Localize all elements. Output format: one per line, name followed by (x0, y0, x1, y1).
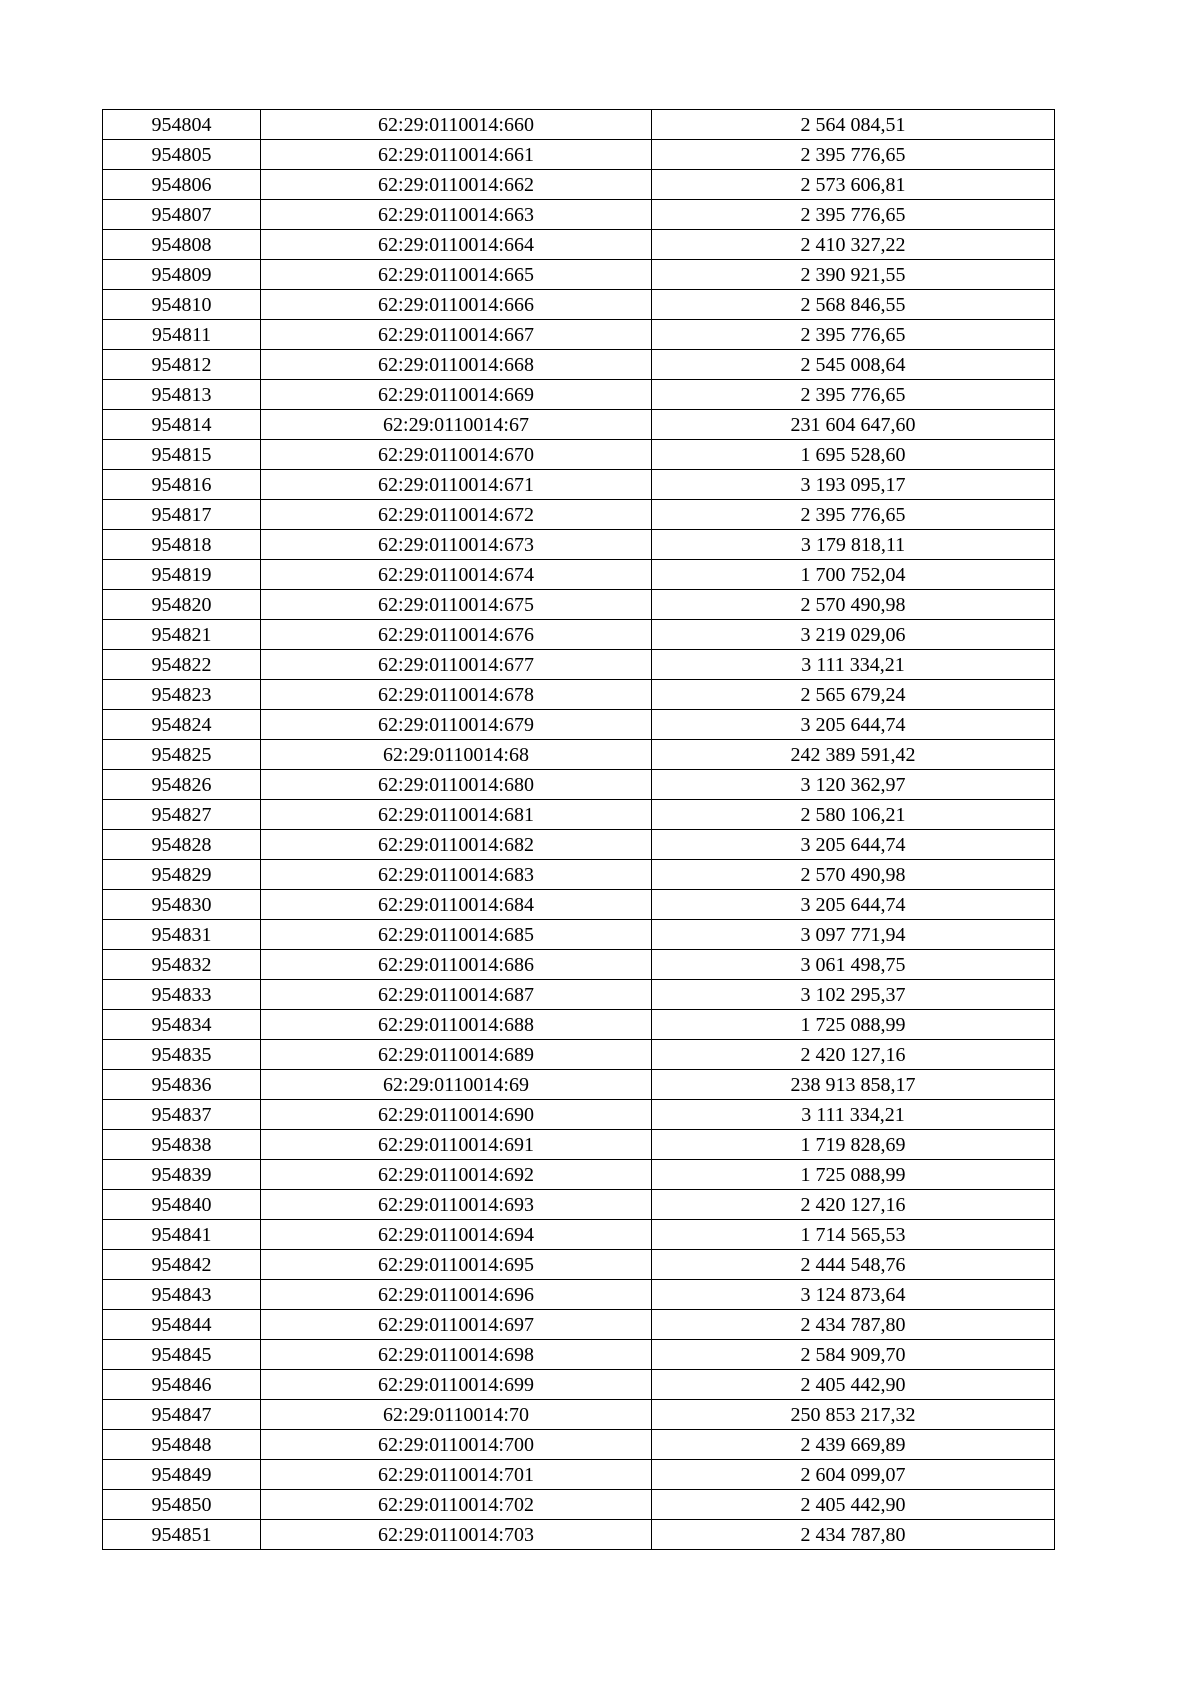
row-number-cell: 954841 (103, 1220, 261, 1250)
table-row (103, 1310, 1055, 1340)
cadastral-value-cell: 3 097 771,94 (652, 920, 1055, 950)
table-row (103, 1520, 1055, 1550)
cadastral-number-cell: 62:29:0110014:676 (261, 620, 652, 650)
table-row (103, 320, 1055, 350)
row-number-cell: 954807 (103, 200, 261, 230)
cadastral-value-cell: 3 205 644,74 (652, 830, 1055, 860)
table-row (103, 1160, 1055, 1190)
table-row (103, 920, 1055, 950)
cadastral-number-cell: 62:29:0110014:702 (261, 1490, 652, 1520)
row-number-cell: 954814 (103, 410, 261, 440)
cadastral-value-cell: 2 434 787,80 (652, 1520, 1055, 1550)
row-number-cell: 954815 (103, 440, 261, 470)
row-number-cell: 954808 (103, 230, 261, 260)
table-row (103, 1280, 1055, 1310)
cadastral-value-cell: 3 111 334,21 (652, 1100, 1055, 1130)
cadastral-value-cell: 2 565 679,24 (652, 680, 1055, 710)
table-row (103, 110, 1055, 140)
cadastral-value-cell: 242 389 591,42 (652, 740, 1055, 770)
cadastral-number-cell: 62:29:0110014:671 (261, 470, 652, 500)
table-row (103, 350, 1055, 380)
row-number-cell: 954819 (103, 560, 261, 590)
row-number-cell: 954812 (103, 350, 261, 380)
cadastral-number-cell: 62:29:0110014:703 (261, 1520, 652, 1550)
cadastral-value-table (102, 109, 1055, 1550)
cadastral-number-cell: 62:29:0110014:682 (261, 830, 652, 860)
row-number-cell: 954840 (103, 1190, 261, 1220)
table-row (103, 1130, 1055, 1160)
row-number-cell: 954824 (103, 710, 261, 740)
cadastral-number-cell: 62:29:0110014:684 (261, 890, 652, 920)
cadastral-value-cell: 2 570 490,98 (652, 590, 1055, 620)
row-number-cell: 954835 (103, 1040, 261, 1070)
cadastral-value-cell: 1 700 752,04 (652, 560, 1055, 590)
row-number-cell: 954809 (103, 260, 261, 290)
table-row (103, 680, 1055, 710)
cadastral-number-cell: 62:29:0110014:677 (261, 650, 652, 680)
table-row (103, 500, 1055, 530)
cadastral-value-cell: 231 604 647,60 (652, 410, 1055, 440)
row-number-cell: 954848 (103, 1430, 261, 1460)
cadastral-value-cell: 2 573 606,81 (652, 170, 1055, 200)
cadastral-value-cell: 3 219 029,06 (652, 620, 1055, 650)
cadastral-value-cell: 2 604 099,07 (652, 1460, 1055, 1490)
table-row (103, 200, 1055, 230)
cadastral-value-cell: 2 395 776,65 (652, 320, 1055, 350)
cadastral-number-cell: 62:29:0110014:686 (261, 950, 652, 980)
cadastral-number-cell: 62:29:0110014:70 (261, 1400, 652, 1430)
cadastral-number-cell: 62:29:0110014:69 (261, 1070, 652, 1100)
table-row (103, 290, 1055, 320)
row-number-cell: 954825 (103, 740, 261, 770)
cadastral-value-cell: 3 179 818,11 (652, 530, 1055, 560)
cadastral-number-cell: 62:29:0110014:680 (261, 770, 652, 800)
cadastral-number-cell: 62:29:0110014:666 (261, 290, 652, 320)
cadastral-number-cell: 62:29:0110014:662 (261, 170, 652, 200)
cadastral-value-cell: 2 405 442,90 (652, 1490, 1055, 1520)
row-number-cell: 954847 (103, 1400, 261, 1430)
row-number-cell: 954837 (103, 1100, 261, 1130)
cadastral-value-cell: 2 395 776,65 (652, 140, 1055, 170)
cadastral-value-cell: 1 725 088,99 (652, 1160, 1055, 1190)
cadastral-value-cell: 3 102 295,37 (652, 980, 1055, 1010)
cadastral-value-cell: 2 410 327,22 (652, 230, 1055, 260)
row-number-cell: 954826 (103, 770, 261, 800)
cadastral-value-cell: 2 570 490,98 (652, 860, 1055, 890)
cadastral-value-cell: 2 395 776,65 (652, 380, 1055, 410)
table-row (103, 740, 1055, 770)
cadastral-value-cell: 1 725 088,99 (652, 1010, 1055, 1040)
table-row (103, 1010, 1055, 1040)
cadastral-value-cell: 2 545 008,64 (652, 350, 1055, 380)
table-row (103, 530, 1055, 560)
row-number-cell: 954820 (103, 590, 261, 620)
row-number-cell: 954830 (103, 890, 261, 920)
cadastral-value-cell: 2 568 846,55 (652, 290, 1055, 320)
row-number-cell: 954821 (103, 620, 261, 650)
cadastral-number-cell: 62:29:0110014:683 (261, 860, 652, 890)
table-body (103, 110, 1055, 1550)
table-row (103, 950, 1055, 980)
cadastral-number-cell: 62:29:0110014:701 (261, 1460, 652, 1490)
row-number-cell: 954818 (103, 530, 261, 560)
cadastral-value-cell: 3 124 873,64 (652, 1280, 1055, 1310)
row-number-cell: 954811 (103, 320, 261, 350)
cadastral-value-cell: 1 719 828,69 (652, 1130, 1055, 1160)
cadastral-number-cell: 62:29:0110014:67 (261, 410, 652, 440)
table-row (103, 620, 1055, 650)
cadastral-value-cell: 1 695 528,60 (652, 440, 1055, 470)
cadastral-value-cell: 2 439 669,89 (652, 1430, 1055, 1460)
cadastral-number-cell: 62:29:0110014:665 (261, 260, 652, 290)
table-row (103, 650, 1055, 680)
table-row (103, 1460, 1055, 1490)
table-row (103, 380, 1055, 410)
table-row (103, 590, 1055, 620)
table-row (103, 1250, 1055, 1280)
cadastral-number-cell: 62:29:0110014:675 (261, 590, 652, 620)
cadastral-number-cell: 62:29:0110014:670 (261, 440, 652, 470)
cadastral-number-cell: 62:29:0110014:700 (261, 1430, 652, 1460)
table-row (103, 770, 1055, 800)
cadastral-number-cell: 62:29:0110014:689 (261, 1040, 652, 1070)
cadastral-value-cell: 3 111 334,21 (652, 650, 1055, 680)
table-row (103, 830, 1055, 860)
cadastral-number-cell: 62:29:0110014:678 (261, 680, 652, 710)
table-row (103, 260, 1055, 290)
table-row (103, 860, 1055, 890)
row-number-cell: 954817 (103, 500, 261, 530)
row-number-cell: 954849 (103, 1460, 261, 1490)
row-number-cell: 954823 (103, 680, 261, 710)
cadastral-number-cell: 62:29:0110014:679 (261, 710, 652, 740)
row-number-cell: 954822 (103, 650, 261, 680)
cadastral-value-cell: 2 420 127,16 (652, 1190, 1055, 1220)
cadastral-value-cell: 2 584 909,70 (652, 1340, 1055, 1370)
row-number-cell: 954829 (103, 860, 261, 890)
cadastral-value-cell: 2 390 921,55 (652, 260, 1055, 290)
cadastral-value-cell: 2 580 106,21 (652, 800, 1055, 830)
row-number-cell: 954839 (103, 1160, 261, 1190)
cadastral-value-cell: 3 205 644,74 (652, 890, 1055, 920)
cadastral-number-cell: 62:29:0110014:660 (261, 110, 652, 140)
cadastral-value-cell: 3 193 095,17 (652, 470, 1055, 500)
table-row (103, 410, 1055, 440)
row-number-cell: 954845 (103, 1340, 261, 1370)
cadastral-value-cell: 2 444 548,76 (652, 1250, 1055, 1280)
cadastral-value-cell: 1 714 565,53 (652, 1220, 1055, 1250)
cadastral-value-cell: 2 434 787,80 (652, 1310, 1055, 1340)
row-number-cell: 954850 (103, 1490, 261, 1520)
table-row (103, 710, 1055, 740)
row-number-cell: 954833 (103, 980, 261, 1010)
row-number-cell: 954838 (103, 1130, 261, 1160)
table-row (103, 800, 1055, 830)
row-number-cell: 954804 (103, 110, 261, 140)
row-number-cell: 954846 (103, 1370, 261, 1400)
table-row (103, 1400, 1055, 1430)
row-number-cell: 954813 (103, 380, 261, 410)
row-number-cell: 954842 (103, 1250, 261, 1280)
cadastral-number-cell: 62:29:0110014:685 (261, 920, 652, 950)
cadastral-number-cell: 62:29:0110014:664 (261, 230, 652, 260)
table-row (103, 1340, 1055, 1370)
cadastral-number-cell: 62:29:0110014:663 (261, 200, 652, 230)
cadastral-number-cell: 62:29:0110014:688 (261, 1010, 652, 1040)
cadastral-number-cell: 62:29:0110014:693 (261, 1190, 652, 1220)
cadastral-number-cell: 62:29:0110014:68 (261, 740, 652, 770)
cadastral-number-cell: 62:29:0110014:669 (261, 380, 652, 410)
row-number-cell: 954816 (103, 470, 261, 500)
table-row (103, 1370, 1055, 1400)
cadastral-value-cell: 3 061 498,75 (652, 950, 1055, 980)
cadastral-number-cell: 62:29:0110014:668 (261, 350, 652, 380)
cadastral-number-cell: 62:29:0110014:681 (261, 800, 652, 830)
cadastral-value-cell: 3 120 362,97 (652, 770, 1055, 800)
cadastral-number-cell: 62:29:0110014:692 (261, 1160, 652, 1190)
table-row (103, 470, 1055, 500)
table-row (103, 170, 1055, 200)
cadastral-number-cell: 62:29:0110014:687 (261, 980, 652, 1010)
row-number-cell: 954827 (103, 800, 261, 830)
cadastral-value-cell: 2 420 127,16 (652, 1040, 1055, 1070)
cadastral-number-cell: 62:29:0110014:691 (261, 1130, 652, 1160)
table-row (103, 890, 1055, 920)
cadastral-number-cell: 62:29:0110014:698 (261, 1340, 652, 1370)
table-row (103, 440, 1055, 470)
table-row (103, 1040, 1055, 1070)
cadastral-number-cell: 62:29:0110014:661 (261, 140, 652, 170)
cadastral-number-cell: 62:29:0110014:694 (261, 1220, 652, 1250)
cadastral-number-cell: 62:29:0110014:699 (261, 1370, 652, 1400)
cadastral-number-cell: 62:29:0110014:667 (261, 320, 652, 350)
cadastral-number-cell: 62:29:0110014:696 (261, 1280, 652, 1310)
cadastral-number-cell: 62:29:0110014:673 (261, 530, 652, 560)
row-number-cell: 954836 (103, 1070, 261, 1100)
cadastral-number-cell: 62:29:0110014:672 (261, 500, 652, 530)
cadastral-value-cell: 238 913 858,17 (652, 1070, 1055, 1100)
row-number-cell: 954828 (103, 830, 261, 860)
cadastral-value-cell: 2 395 776,65 (652, 200, 1055, 230)
table-row (103, 1070, 1055, 1100)
cadastral-number-cell: 62:29:0110014:695 (261, 1250, 652, 1280)
row-number-cell: 954834 (103, 1010, 261, 1040)
cadastral-value-cell: 250 853 217,32 (652, 1400, 1055, 1430)
cadastral-value-cell: 2 564 084,51 (652, 110, 1055, 140)
table-row (103, 560, 1055, 590)
table-row (103, 980, 1055, 1010)
row-number-cell: 954843 (103, 1280, 261, 1310)
cadastral-value-cell: 2 405 442,90 (652, 1370, 1055, 1400)
row-number-cell: 954832 (103, 950, 261, 980)
cadastral-number-cell: 62:29:0110014:690 (261, 1100, 652, 1130)
table-row (103, 140, 1055, 170)
table-row (103, 1430, 1055, 1460)
row-number-cell: 954806 (103, 170, 261, 200)
row-number-cell: 954831 (103, 920, 261, 950)
row-number-cell: 954805 (103, 140, 261, 170)
table-row (103, 1490, 1055, 1520)
row-number-cell: 954844 (103, 1310, 261, 1340)
table-row (103, 1190, 1055, 1220)
table-row (103, 1220, 1055, 1250)
row-number-cell: 954851 (103, 1520, 261, 1550)
cadastral-value-cell: 3 205 644,74 (652, 710, 1055, 740)
row-number-cell: 954810 (103, 290, 261, 320)
table-row (103, 230, 1055, 260)
cadastral-value-cell: 2 395 776,65 (652, 500, 1055, 530)
table-row (103, 1100, 1055, 1130)
cadastral-number-cell: 62:29:0110014:674 (261, 560, 652, 590)
cadastral-number-cell: 62:29:0110014:697 (261, 1310, 652, 1340)
